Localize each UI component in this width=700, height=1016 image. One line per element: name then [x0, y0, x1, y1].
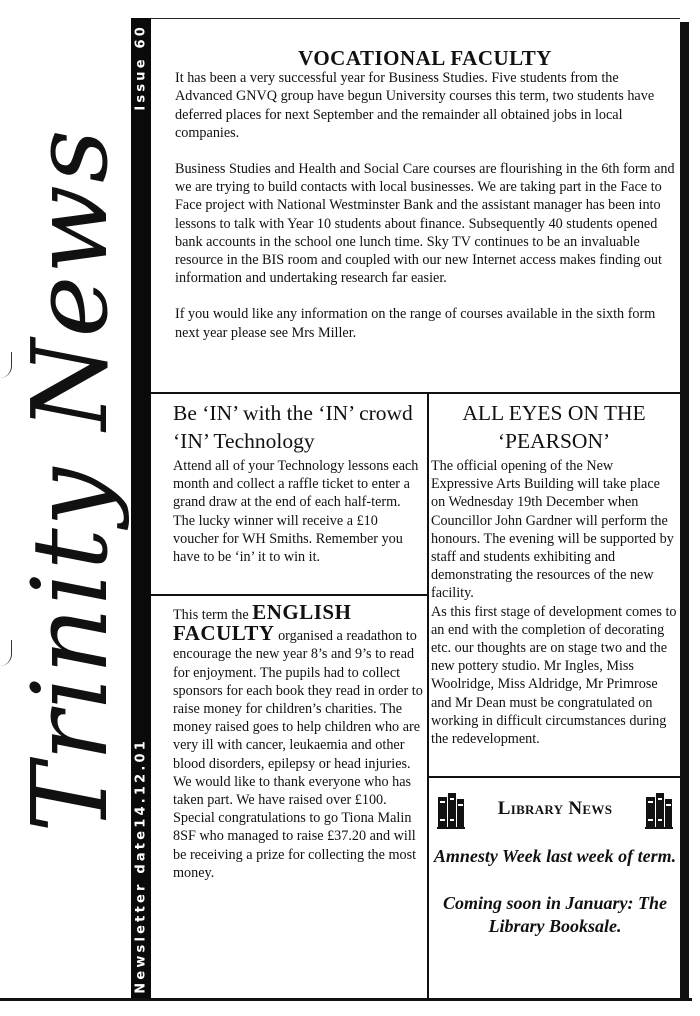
frame-right-border — [680, 22, 689, 1000]
divider — [151, 392, 680, 394]
masthead — [9, 90, 131, 870]
vocational-article — [175, 46, 675, 342]
masthead-title: Trinity News — [9, 127, 131, 833]
english-heading: ENGLISH FACULTY — [173, 600, 352, 646]
content-frame — [151, 18, 680, 1000]
english-article — [173, 600, 429, 882]
pearson-heading: ALL EYES ON THE ‘PEARSON’ — [462, 401, 646, 453]
issue-number: Issue 60 — [133, 24, 149, 111]
pearson-body: The official opening of the New Expressive Arts Building will take place on Wednesday 19th December when Councillor John Gardner will perform the honours. The evening will be supported by staff and students exhibiting and demonstrating the resources of the new facility. — [431, 458, 674, 602]
pearson-body-2: As this first stage of development comes to an end with the completion of decorating etc. our thoughts are on stage two and the new pottery studio. Mr Ingles, Miss Woolridge, Miss Aldridge, Mr Primrose and Mr Dean must be congratulated on working in difficult circumstances during the redevelopment. — [431, 603, 677, 748]
technology-heading: Be ‘IN’ with the ‘IN’ crowd ‘IN’ Technology — [173, 401, 413, 453]
technology-body: Attend all of your Technology lessons each month and collect a raffle ticket to enter a grand draw at the end of each half-term. The lucky winner will receive a £10 voucher for WH Smiths. Remember you have to be ‘in’ it to win it. — [173, 458, 419, 566]
technology-article — [173, 399, 425, 566]
english-intro: This term the — [173, 607, 253, 623]
library-line-1: Amnesty Week last week of term. — [433, 846, 677, 866]
newsletter-date: Newsletter date14.12.01 — [133, 738, 149, 994]
books-icon — [437, 789, 465, 829]
english-body-2: We would like to thank everyone who has taken part. We have raised over £100. Special congratulations to go Tiona Malin 8SF who managed to raise £37.20 and will be receiving a prize for collecting the most money. — [173, 773, 417, 881]
side-strip — [131, 18, 151, 1000]
divider — [151, 594, 427, 596]
library-header — [433, 789, 677, 829]
english-paragraph — [173, 600, 429, 773]
library-line-2: Coming soon in January: The Library Booksale. — [442, 893, 668, 936]
books-icon — [645, 789, 673, 829]
english-body: organised a readathon to encourage the new year 8’s and 9’s to read for enjoyment. The pupils had to collect sponsors for each book they read in order to raise money for children’s charities. The money raised goes to help children who are very ill with cancer, leukaemia and other blood disorders, epilepsy or head injuries. — [173, 628, 423, 772]
vocational-heading: VOCATIONAL FACULTY — [298, 46, 552, 70]
vocational-paragraph: Business Studies and Health and Social Care courses are flourishing in the 6th form and we are trying to build contacts with local businesses. We are taking part in the Face to Face project with National Westminster Bank and the assistant manager has been into lessons to talk with Year 10 students about finance. Subsequently 40 students opened bank accounts in the school one lunch time. Sky TV continues to be an invaluable resource in the BIS room and coupled with our new Internet access makes finding out information and undertaking research far easier. — [175, 161, 675, 287]
library-heading: Library News — [497, 798, 613, 819]
library-box — [433, 789, 677, 938]
vocational-paragraph: If you would like any information on the range of courses available in the sixth form next year please see Mrs Miller. — [175, 306, 656, 341]
pearson-article — [431, 399, 677, 748]
divider — [427, 776, 680, 778]
vocational-paragraph: It has been a very successful year for Business Studies. Five students from the Advanced GNVQ group have begun University courses this term, two students have deferred places for next September and the remainder all obtained jobs in local companies. — [175, 70, 655, 141]
